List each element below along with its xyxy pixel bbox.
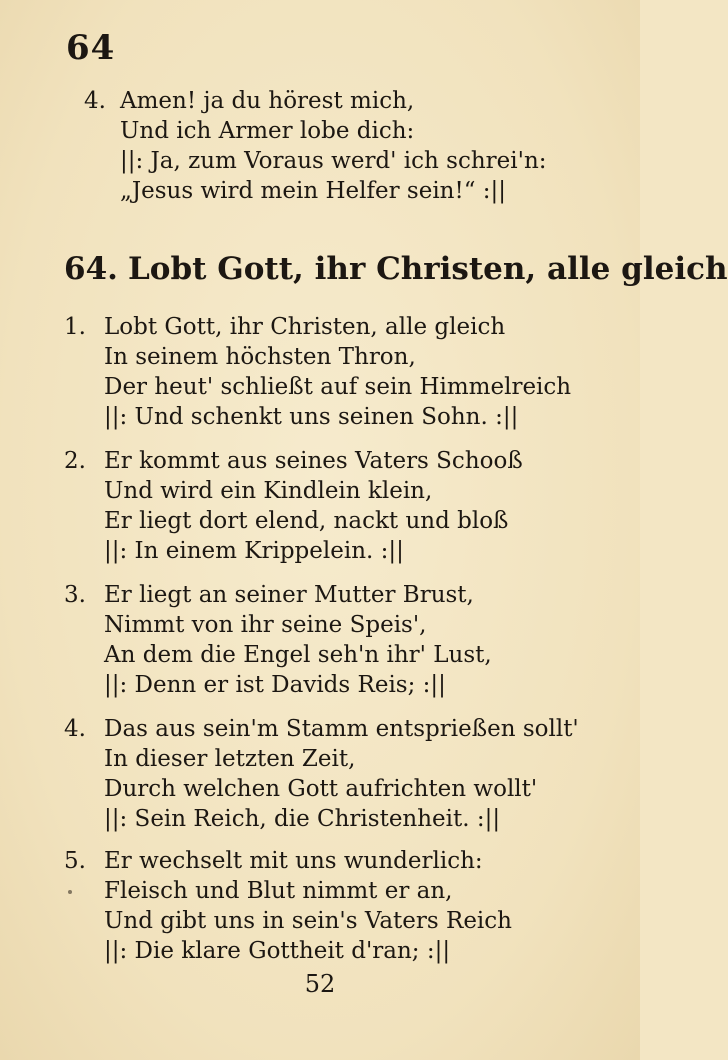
verse-line: Amen! ja du hörest mich,: [120, 88, 415, 114]
verse-line: In dieser letzten Zeit,: [104, 746, 356, 772]
verse-line: Durch welchen Gott aufrichten wollt': [104, 776, 538, 802]
hymn-verse-5: [64, 846, 624, 966]
verse-line: ||: Sein Reich, die Christenheit. :||: [104, 806, 501, 832]
verse-line: Er liegt dort elend, nackt und bloß: [104, 508, 509, 534]
verse-line: Und ich Armer lobe dich:: [120, 118, 415, 144]
verse-line: ||: Denn er ist Davids Reis; :||: [104, 672, 446, 698]
hymn-verse-2: [64, 446, 624, 566]
verse-number: 3.: [64, 582, 86, 608]
verse-line: Er liegt an seiner Mutter Brust,: [104, 582, 474, 608]
verse-line: Nimmt von ihr seine Speis',: [104, 612, 427, 638]
verse-line: „Jesus wird mein Helfer sein!“ :||: [120, 178, 507, 204]
hymn-verse-1: [64, 312, 624, 432]
verse-number: 4.: [84, 88, 106, 114]
verse-line: Er kommt aus seines Vaters Schooß: [104, 448, 523, 474]
verse-number: 2.: [64, 448, 86, 474]
previous-hymn-verse: [84, 86, 644, 206]
hymn-title-text: Lobt Gott, ihr Christen, alle gleich: [128, 251, 728, 287]
verse-line: Der heut' schließt auf sein Himmelreich: [104, 374, 572, 400]
verse-line: An dem die Engel seh'n ihr' Lust,: [104, 642, 492, 668]
verse-line: ||: Ja, zum Voraus werd' ich schrei'n:: [120, 148, 547, 174]
hymn-verse-3: [64, 580, 624, 700]
verse-line: Und wird ein Kindlein klein,: [104, 478, 433, 504]
verse-line: ||: In einem Krippelein. :||: [104, 538, 404, 564]
verse-line: Das aus sein'm Stamm entsprießen sollt': [104, 716, 579, 742]
verse-line: Er wechselt mit uns wunderlich:: [104, 848, 483, 874]
hymn-number: 64.: [64, 251, 118, 287]
verse-line: Und gibt uns in sein's Vaters Reich: [104, 908, 512, 934]
hymn-verse-4: [64, 714, 624, 834]
page-number-bottom: 52: [304, 970, 336, 998]
verse-line: ||: Die klare Gottheit d'ran; :||: [104, 938, 451, 964]
hymn-title: [64, 244, 728, 294]
verse-line: Fleisch und Blut nimmt er an,: [104, 878, 453, 904]
verse-line: ||: Und schenkt uns seinen Sohn. :||: [104, 404, 519, 430]
page-number-top: 64: [66, 28, 116, 68]
paper-speck: [68, 890, 72, 894]
verse-number: 5.: [64, 848, 86, 874]
verse-line: Lobt Gott, ihr Christen, alle gleich: [104, 314, 506, 340]
verse-line: In seinem höchsten Thron,: [104, 344, 416, 370]
verse-number: 4.: [64, 716, 86, 742]
verse-number: 1.: [64, 314, 86, 340]
